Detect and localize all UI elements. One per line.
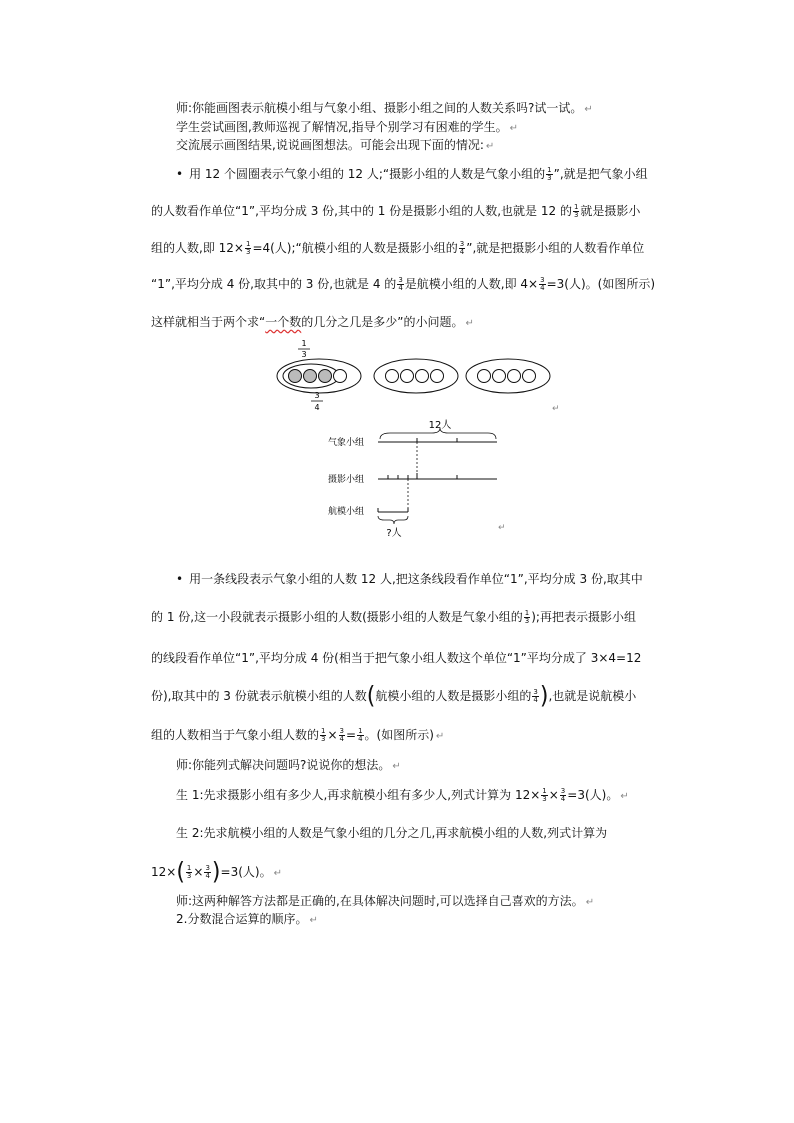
student2-line: 生 2:先求航模小组的人数是气象小组的几分之几,再求航模小组的人数,列式计算为 bbox=[176, 826, 608, 840]
total-label: 12人 bbox=[428, 420, 452, 431]
bullet1-line3: 组的人数,即 12× $\frac{1}{3}$ =4(人);“航模小组的人数是摄影小组的 $\frac{3}{4}$ ”,就是把摄影小组的人数看作单位 bbox=[151, 240, 645, 256]
bullet2-line5: 组的人数相当于气象小组人数的 $\frac{1}{3}$ × $\frac{3}{4}$ = $\frac{1}{4}$ 。(如图所示) ↵ bbox=[151, 727, 445, 743]
circle bbox=[493, 370, 506, 383]
circle bbox=[386, 370, 399, 383]
top-fraction-denominator: 3 bbox=[301, 350, 307, 359]
shaded-circle bbox=[304, 370, 317, 383]
student1-line: 生 1:先求摄影小组有多少人,再求航模小组有多少人,列式计算为 12× $\frac{1}{3}$ × $\frac{3}{4}$ =3(人)。 ↵ bbox=[176, 787, 629, 803]
bottom-fraction-denominator: 4 bbox=[314, 403, 320, 412]
circle bbox=[416, 370, 429, 383]
bullet2-line2: 的 1 份,这一小段就表示摄影小组的人数(摄影小组的人数是气象小组的 $\frac{1}{3}$ );再把表示摄影小组 bbox=[151, 609, 636, 625]
row-label-weather: 气象小组 bbox=[328, 438, 365, 448]
top-fraction-numerator: 1 bbox=[301, 339, 307, 348]
section-heading: 2.分数混合运算的顺序。 ↵ bbox=[176, 912, 318, 926]
circle-groups bbox=[289, 359, 551, 393]
bullet1-line4: “1”,平均分成 4 份,取其中的 3 份,也就是 4 的 $\frac{3}{4}$ 是航模小组的人数,即 4× $\frac{3}{4}$ =3(人)。(如图所示) bbox=[151, 276, 655, 292]
shaded-circle bbox=[289, 370, 302, 383]
bullet1-line5: 这样就相当于两个求“一个数的几分之几是多少”的小问题。 ↵ bbox=[151, 315, 474, 329]
row-label-photo: 摄影小组 bbox=[328, 475, 365, 485]
answer-label: ?人 bbox=[386, 528, 402, 539]
circle bbox=[401, 370, 414, 383]
circle-diagram bbox=[270, 338, 590, 418]
bullet2-line3: 的线段看作单位“1”,平均分成 4 份(相当于把气象小组人数这个单位“1”平均分成了 3×4=12 bbox=[151, 651, 642, 665]
student-activity-line: 学生尝试画图,教师巡视了解情况,指导个别学习有困难的学生。 ↵ bbox=[176, 120, 519, 134]
shaded-circle bbox=[319, 370, 332, 383]
bullet2-line1: • 用一条线段表示气象小组的人数 12 人,把这条线段看作单位“1”,平均分成 3 份,取其中 bbox=[176, 572, 643, 586]
bullet2-line4: 份),取其中的 3 份就表示航模小组的人数(航模小组的人数是摄影小组的 $\frac{3}{4}$ ),也就是说航模小 bbox=[151, 682, 637, 710]
exchange-line: 交流展示画图结果,说说画图想法。可能会出现下面的情况: ↵ bbox=[176, 138, 495, 152]
para-mark: ↵ bbox=[498, 523, 506, 533]
bullet1-line1: • 用 12 个圆圈表示气象小组的 12 人;“摄影小组的人数是气象小组的 $\frac{1}{3}$ ”,就是把气象小组 bbox=[176, 166, 648, 182]
row-label-model: 航模小组 bbox=[328, 507, 365, 517]
circle bbox=[334, 370, 347, 383]
answer-brace bbox=[378, 516, 408, 524]
circle bbox=[508, 370, 521, 383]
bullet1-line2: 的人数看作单位“1”,平均分成 3 份,其中的 1 份是摄影小组的人数,也就是 12 的 $\frac{1}{3}$ 就是摄影小 bbox=[151, 203, 641, 219]
para-mark: ↵ bbox=[552, 404, 560, 414]
circle bbox=[478, 370, 491, 383]
circle bbox=[523, 370, 536, 383]
teacher-question-line: 师:你能画图表示航模小组与气象小组、摄影小组之间的人数关系吗?试一试。 ↵ bbox=[176, 101, 593, 115]
circle bbox=[431, 370, 444, 383]
student2-expression: 12×( $\frac{1}{3}$ × $\frac{3}{4}$ )=3(人)。 ↵ bbox=[151, 858, 282, 886]
teacher-summary-line: 师:这两种解答方法都是正确的,在具体解决问题时,可以选择自己喜欢的方法。 ↵ bbox=[176, 894, 595, 908]
segment-diagram bbox=[320, 412, 570, 542]
bottom-fraction-numerator: 3 bbox=[314, 391, 320, 400]
teacher-question2-line: 师:你能列式解决问题吗?说说你的想法。 ↵ bbox=[176, 758, 401, 772]
